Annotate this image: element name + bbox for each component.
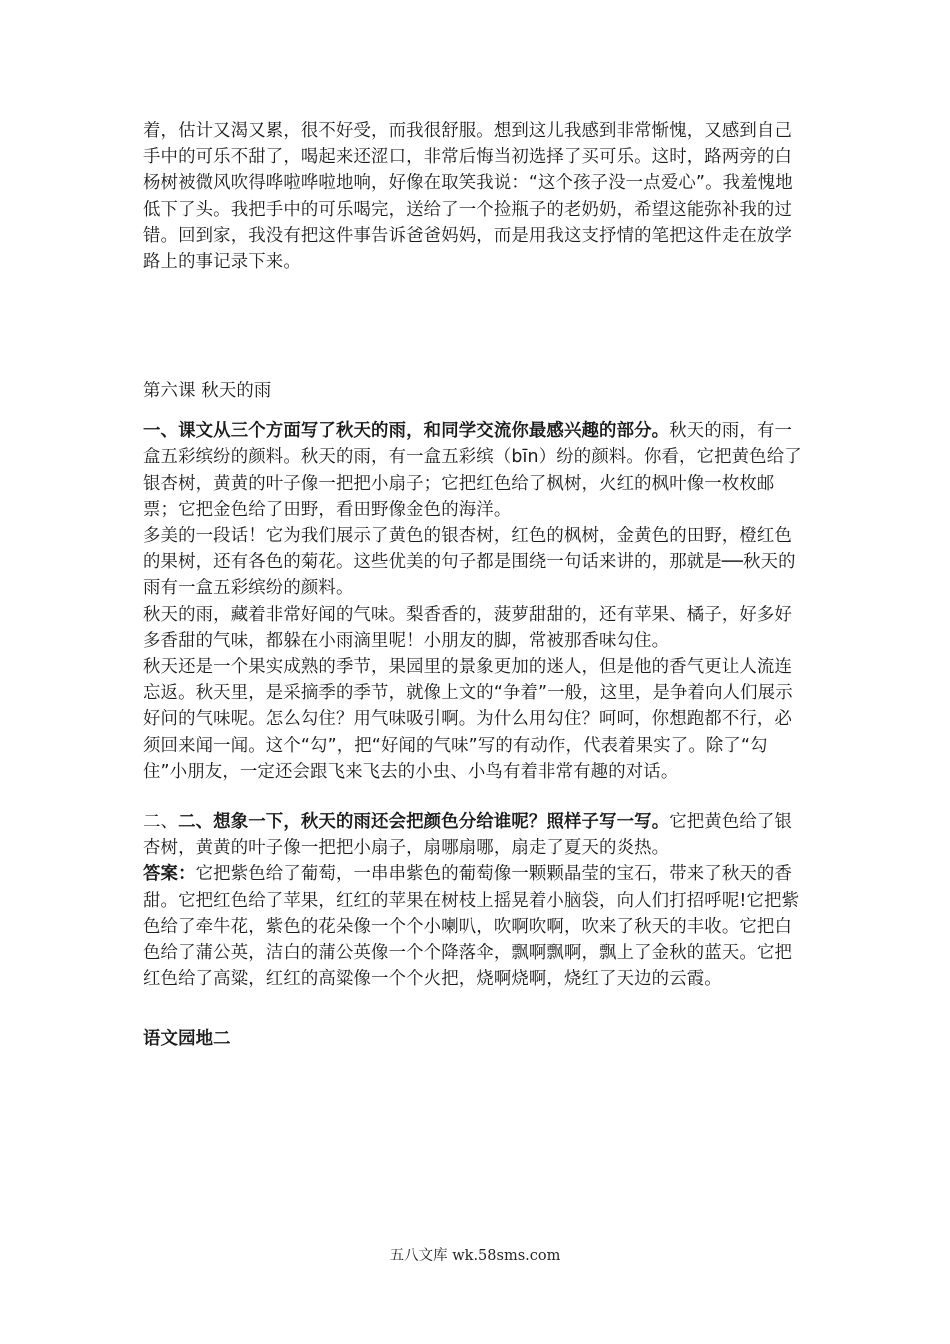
question-one-para2: 多美的一段话！它为我们展示了黄色的银杏树，红色的枫树，金黄色的田野，橙红色的果树，还有各色的菊花。这些优美的句子都是围绕一句话来讲的，那就是──秋天的雨有一盒五彩缤纷的颜料。 <box>143 526 796 599</box>
document-body <box>143 118 808 1053</box>
question-one-paragraph <box>143 418 808 523</box>
question-one-para4: 秋天还是一个果实成熟的季节，果园里的景象更加的迷人，但是他的香气更让人流连忘返。秋天里，是采摘季的季节，就像上文的“争着”一般，这里，是争着向人们展示好问的气味呢。怎么勾住？用气味吸引啊。为什么用勾住？呵呵，你想跑都不行，必须回来闻一闻。这个“勾”，把“好闻的气味”写的有动作，代表着果实了。除了“勾住”小朋友，一定还会跟飞来飞去的小虫、小鸟有着非常有趣的对话。 <box>143 657 793 782</box>
answer-label: 答案： <box>143 864 196 885</box>
question-two-text: 它把黄色给了银杏树，黄黄的叶子像一把把小扇子，扇哪扇哪，扇走了夏天的炎热。 <box>143 812 793 859</box>
question-one-heading: 一、课文从三个方面写了秋天的雨，和同学交流你最感兴趣的部分。 <box>143 421 670 442</box>
top-paragraph: 着，估计又渴又累，很不好受，而我很舒服。想到这儿我感到非常惭愧，又感到自己手中的可乐不甜了，喝起来还涩口，非常后悔当初选择了买可乐。这时，路两旁的白杨树被微风吹得哗啦哗啦地响，好像在取笑我说：“这个孩子没一点爱心”。我羞愧地低下了头。我把手中的可乐喝完，送给了一个捡瓶子的老奶奶，希望这能弥补我的过错。回到家，我没有把这件事告诉爸爸妈妈，而是用我这支抒情的笔把这件走在放学路上的事记录下来。 <box>143 121 793 273</box>
question-two-prefix: 二、 <box>143 812 179 833</box>
answer-text: 它把紫色给了葡萄，一串串紫色的葡萄像一颗颗晶莹的宝石，带来了秋天的香甜。它把红色给了苹果，红红的苹果在树枝上摇晃着小脑袋，向人们打招呼呢!它把紫色给了牵牛花，紫色的花朵像一个个小喇叭，吹啊吹啊，吹来了秋天的丰收。它把白色给了蒲公英，洁白的蒲公英像一个个降落伞，飘啊飘啊，飘上了金秋的蓝天。它把红色给了高粱，红红的高粱像一个个火把，烧啊烧啊，烧红了天边的云霞。 <box>143 864 800 990</box>
question-two-paragraph <box>143 809 808 861</box>
question-one-para3: 秋天的雨，藏着非常好闻的气味。梨香香的，菠萝甜甜的，还有苹果、橘子，好多好多香甜的气味，都躲在小雨滴里呢！小朋友的脚，常被那香味勾住。 <box>143 604 793 651</box>
question-one <box>143 418 808 785</box>
question-two-heading: 二、想象一下，秋天的雨还会把颜色分给谁呢？照样子写一写。 <box>178 812 670 833</box>
answer-paragraph <box>143 861 808 992</box>
section-title-garden: 语文园地二 <box>143 1029 231 1050</box>
page-footer: 五八文库 wk.58sms.com <box>389 1248 561 1264</box>
lesson-title: 第六课 秋天的雨 <box>143 381 272 402</box>
question-two <box>143 809 808 992</box>
question-one-text: 秋天的雨，有一盒五彩缤纷的颜料。秋天的雨，有一盒五彩缤（bīn）纷的颜料。你看，它把黄色给了银杏树，黄黄的叶子像一把把小扇子；它把红色给了枫树，火红的枫叶像一枚枚邮票；它把金色给了田野，看田野像金色的海洋。 <box>143 421 802 520</box>
